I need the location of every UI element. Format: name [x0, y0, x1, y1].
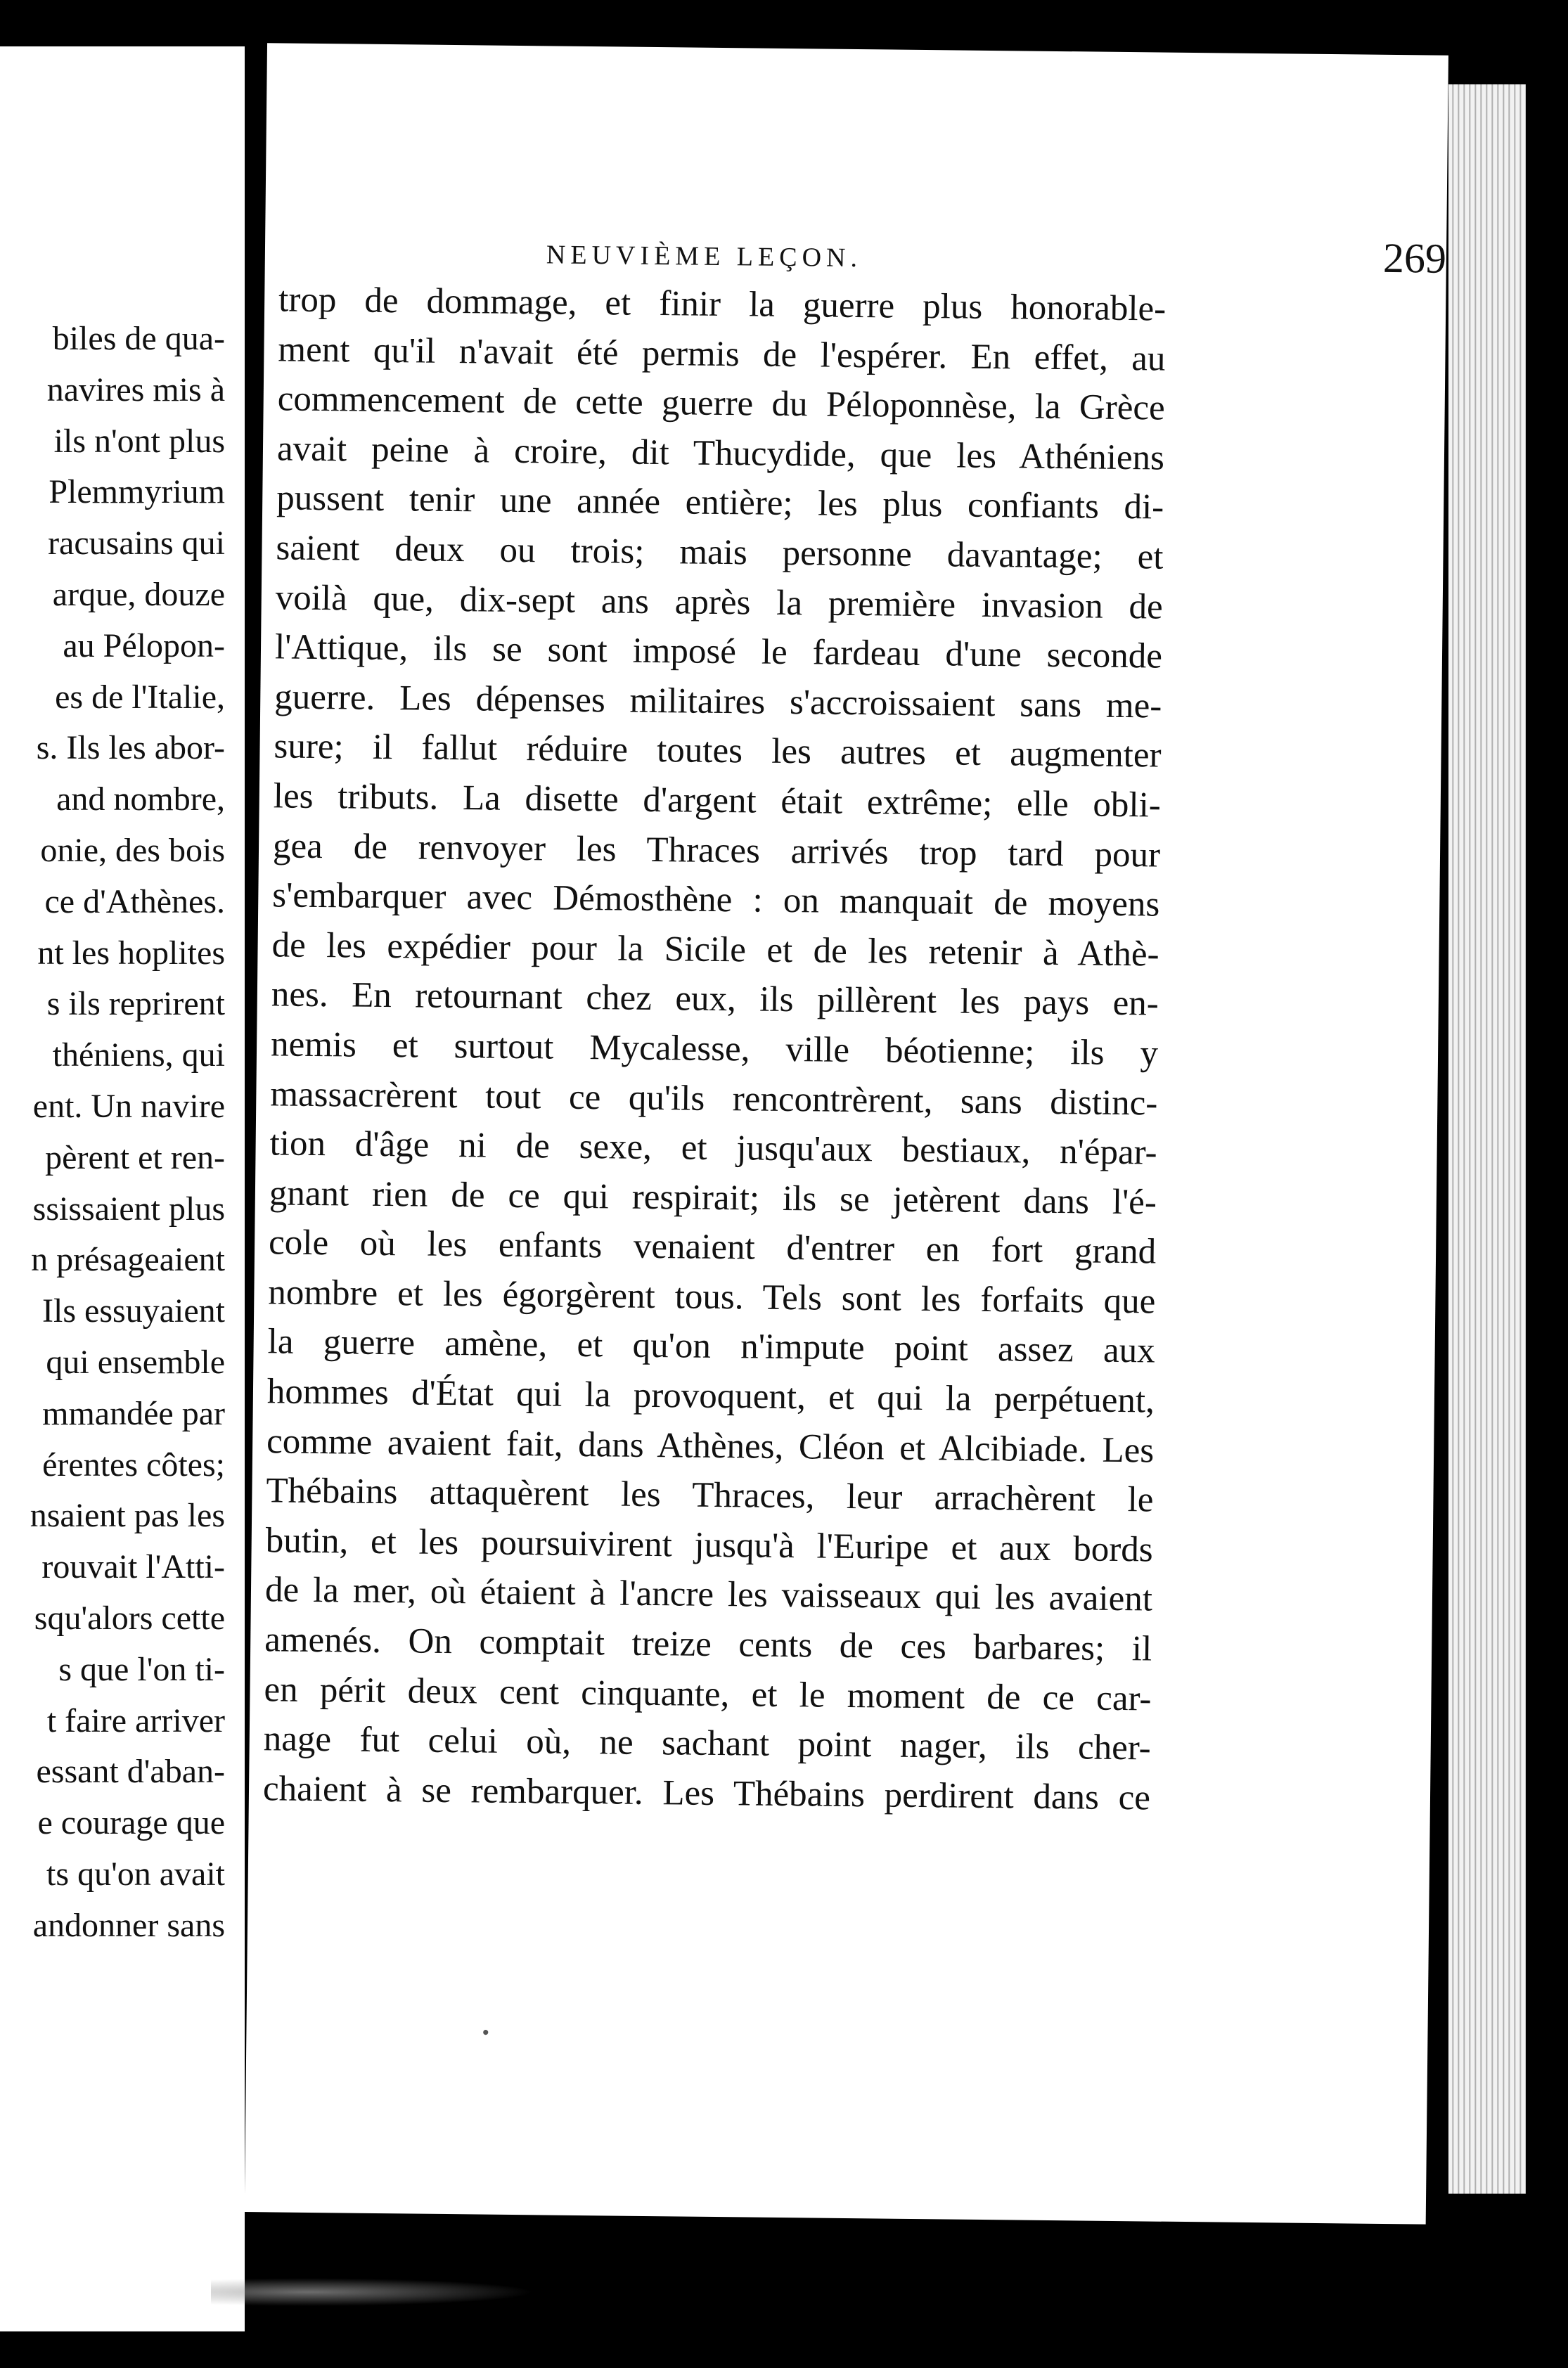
text-line: théniens, qui	[52, 1036, 225, 1074]
text-line: t faire arriver	[46, 1701, 225, 1739]
text-line: squ'alors cette	[34, 1599, 225, 1637]
text-line: essant d'aban-	[36, 1753, 225, 1791]
text-line: ts qu'on avait	[46, 1855, 225, 1893]
text-line: ils n'ont plus	[53, 422, 225, 460]
text-line: voilà que, dix-sept ans après la première invasion de	[275, 577, 1164, 627]
text-line: qui ensemble	[46, 1343, 225, 1381]
text-line: ment qu'il n'avait été permis de l'espérer. En effet, au	[278, 329, 1166, 379]
text-line: biles de qua-	[52, 320, 225, 357]
left-page	[0, 46, 245, 2331]
text-line: les tributs. La disette d'argent était extrême; elle obli-	[273, 776, 1162, 825]
text-line: arque, douze	[52, 575, 225, 613]
text-line: nsaient pas les	[30, 1497, 225, 1535]
text-line: en périt deux cent cinquante, et le moment de ce car-	[264, 1669, 1152, 1719]
left-page-text	[0, 314, 245, 1952]
text-line: s ils reprirent	[46, 985, 225, 1023]
text-line: pèrent et ren-	[45, 1138, 225, 1176]
text-line: Thébains attaquèrent les Thraces, leur arrachèrent le	[266, 1471, 1154, 1520]
text-line: rouvait l'Atti-	[41, 1548, 225, 1586]
text-line: nombre et les égorgèrent tous. Tels sont les forfaits que	[268, 1273, 1156, 1322]
page-edges	[1448, 84, 1526, 2194]
text-line: commencement de cette guerre du Péloponnèse, la Grèce	[277, 379, 1165, 428]
text-line: gnant rien de ce qui respirait; ils se jetèrent dans l'é-	[269, 1173, 1157, 1223]
body-text	[263, 275, 1167, 1823]
text-line: s que l'on ti-	[58, 1650, 225, 1688]
text-line: avait peine à croire, dit Thucydide, que les Athéniens	[276, 429, 1165, 478]
text-line: comme avaient fait, dans Athènes, Cléon et Alcibiade. Les	[266, 1421, 1155, 1471]
right-page	[245, 43, 1448, 2224]
text-line: sure; il fallut réduire toutes les autres et augmenter	[274, 726, 1162, 776]
text-line: amenés. On comptait treize cents de ces barbares; il	[264, 1620, 1152, 1669]
text-line: l'Attique, ils se sont imposé le fardeau d'une seconde	[274, 627, 1163, 676]
text-line: de les expédier pour la Sicile et de les retenir à Athè-	[271, 925, 1159, 974]
text-line: ent. Un navire	[32, 1087, 225, 1125]
text-line: hommes d'État qui la provoquent, et qui la perpétuent,	[266, 1372, 1155, 1421]
text-line: e courage que	[37, 1804, 225, 1842]
text-line: andonner sans	[32, 1906, 225, 1944]
text-line: trop de dommage, et finir la guerre plus honorable-	[278, 280, 1167, 329]
text-line: chaient à se rembarquer. Les Thébains perdirent dans ce	[262, 1769, 1151, 1818]
text-line: Plemmyrium	[49, 473, 225, 511]
text-line: nemis et surtout Mycalesse, ville béotienne; ils y	[270, 1024, 1159, 1074]
text-line: la guerre amène, et qu'on n'impute point assez aux	[267, 1322, 1155, 1371]
text-line: nt les hoplites	[37, 934, 225, 972]
text-line: tion d'âge ni de sexe, et jusqu'aux bestiaux, n'épar-	[269, 1124, 1157, 1173]
text-line: s. Ils les abor-	[36, 729, 225, 767]
text-line: ssissaient plus	[32, 1190, 225, 1228]
text-line: de la mer, où étaient à l'ancre les vaisseaux qui les avaient	[264, 1570, 1153, 1619]
text-line: érentes côtes;	[42, 1446, 225, 1484]
running-title: NEUVIÈME LEÇON.	[546, 240, 863, 274]
text-line: guerre. Les dépenses militaires s'accroissaient sans me-	[274, 677, 1162, 726]
scan-blemish	[211, 2278, 534, 2306]
ink-speck: •	[482, 2021, 490, 2045]
text-line: nage fut celui où, ne sachant point nager, ils cher-	[263, 1719, 1152, 1768]
text-line: massacrèrent tout ce qu'ils rencontrèrent, sans distinc-	[270, 1074, 1158, 1124]
text-line: au Pélopon-	[63, 626, 225, 664]
text-line: cole où les enfants venaient d'entrer en fort grand	[268, 1223, 1157, 1272]
text-line: s'embarquer avec Démosthène : on manquait de moyens	[272, 875, 1160, 925]
text-line: racusains qui	[48, 525, 225, 562]
text-line: butin, et les poursuivirent jusqu'à l'Euripe et aux bords	[265, 1521, 1153, 1570]
text-line: Ils essuyaient	[42, 1292, 225, 1330]
text-line: pussent tenir une année entière; les plus confiants di-	[276, 478, 1164, 527]
text-line: ce d'Athènes.	[44, 882, 225, 920]
text-line: saient deux ou trois; mais personne davantage; et	[276, 528, 1164, 577]
text-line: n présageaient	[31, 1241, 225, 1279]
text-line: nes. En retournant chez eux, ils pillèrent les pays en-	[271, 974, 1159, 1024]
text-line: es de l'Italie,	[55, 678, 225, 716]
text-line: navires mis à	[46, 371, 225, 408]
text-line: and nombre,	[56, 780, 225, 818]
text-line: gea de renvoyer les Thraces arrivés trop tard pour	[272, 825, 1161, 875]
text-line: mmandée par	[42, 1394, 225, 1432]
text-line: onie, des bois	[40, 831, 225, 869]
page-number: 269	[1382, 234, 1447, 282]
